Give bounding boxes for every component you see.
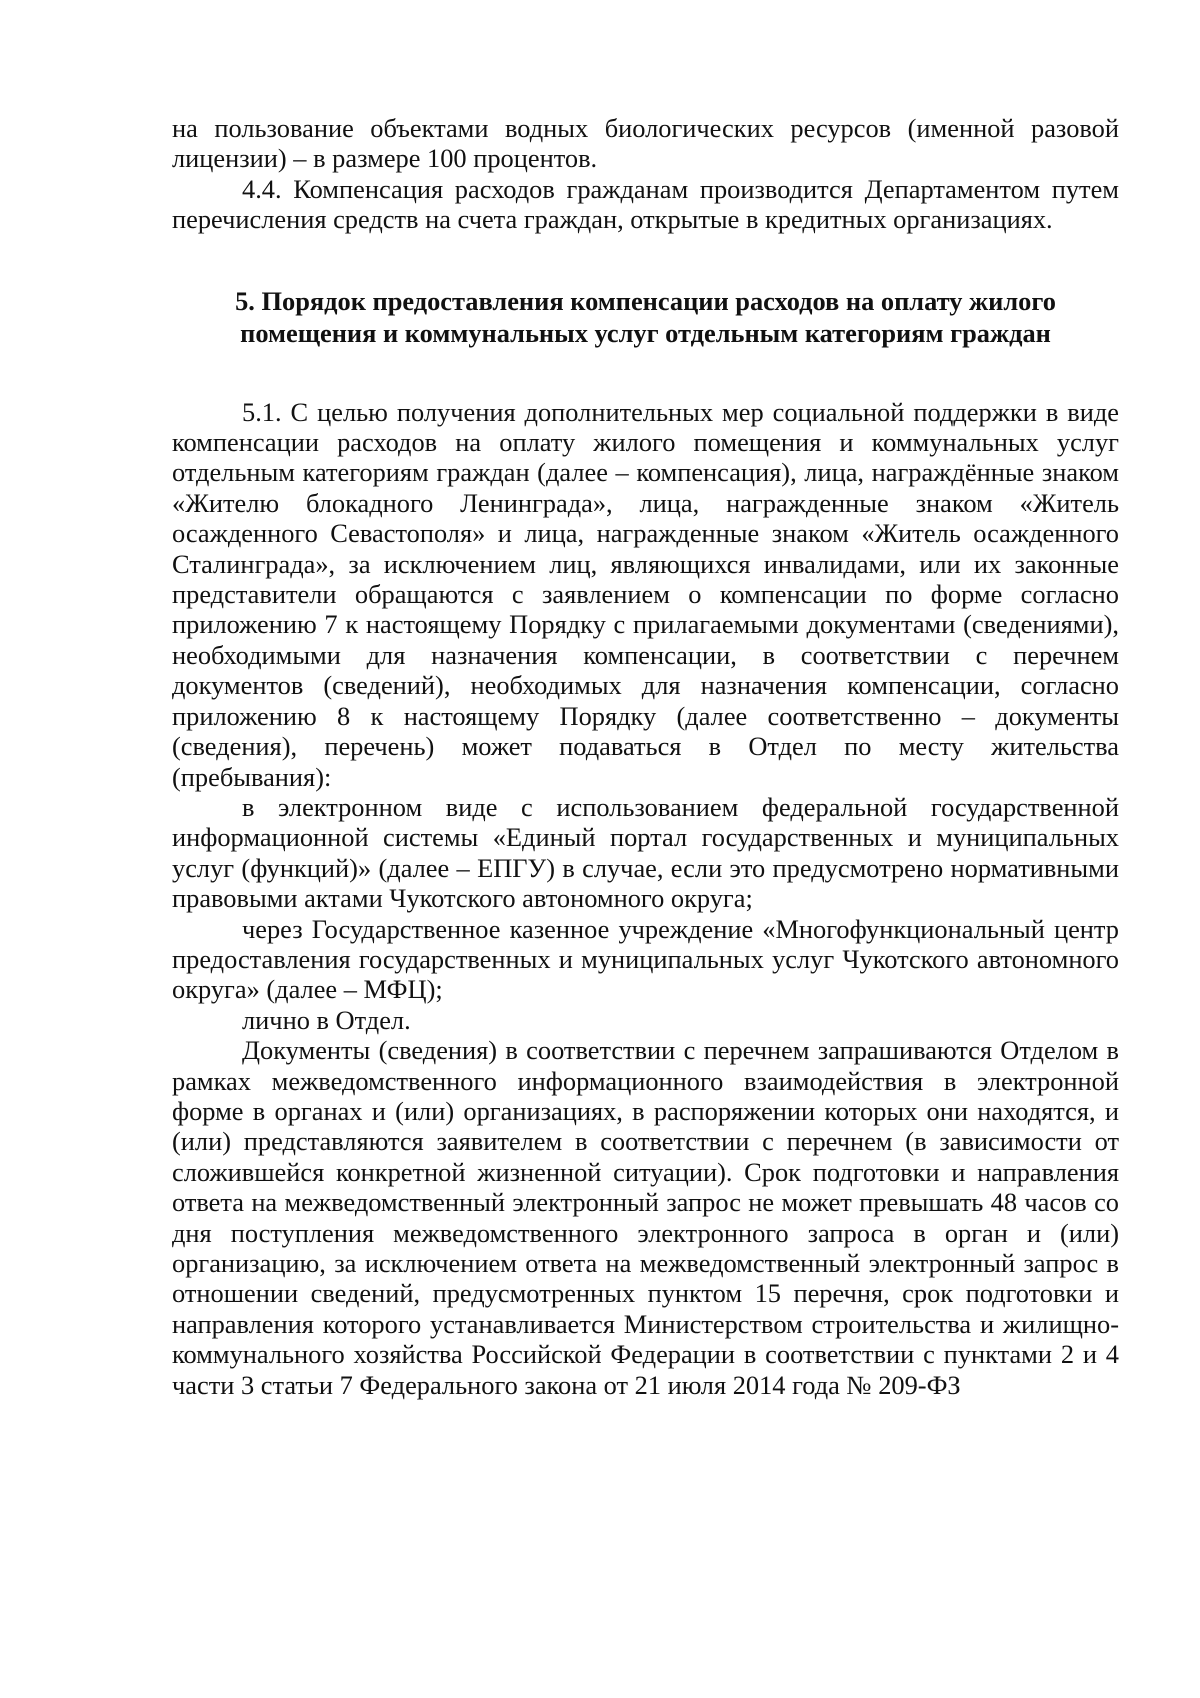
paragraph-documents-request: Документы (сведения) в соответствии с перечнем запрашиваются Отделом в рамках межведомственного информационного взаимодействия в электронной форме в органах и (или) организациях, в распоряжении которых они находятся, и (или) представляются заявителем в соответствии с перечнем (в зависимости от сложившейся конкретной жизненной ситуации). Срок подготовки и направления ответа на межведомственный электронный запрос не может превышать 48 часов со дня поступления межведомственного электронного запроса в орган и (или) организацию, за исключением ответа на межведомственный электронный запрос в отношении сведений, предусмотренных пунктом 15 перечня, срок подготовки и направления которого устанавливается Министерством строительства и жилищно-коммунального хозяйства Российской Федерации в соответствии с пунктами 2 и 4 части 3 статьи 7 Федерального закона от 21 июля 2014 года № 209-ФЗ <box>172 1035 1119 1400</box>
section-5-heading-line-2: помещения и коммунальных услуг отдельным категориям граждан <box>240 317 1051 348</box>
paragraph-in-person: лично в Отдел. <box>242 1004 411 1035</box>
paragraph-epgu: в электронном виде с использованием федеральной государственной информационной системы «Единый портал государственных и муниципальных услуг (функций)» (далее – ЕПГУ) в случае, если это предусмотрено нормативными правовыми актами Чукотского автономного округа; <box>172 791 1119 914</box>
paragraph-mfc: через Государственное казенное учреждение «Многофункциональный центр предоставления государственных и муниципальных услуг Чукотского автономного округа» (далее – МФЦ); <box>172 913 1119 1005</box>
section-5-heading-line-1: 5. Порядок предоставления компенсации расходов на оплату жилого <box>235 285 1056 316</box>
document-page <box>172 113 1119 1400</box>
paragraph-4-4: 4.4. Компенсация расходов гражданам производится Департаментом путем перечисления средств на счета граждан, открытые в кредитных организациях. <box>172 173 1119 235</box>
paragraph-license-continuation: на пользование объектами водных биологических ресурсов (именной разовой лицензии) – в размере 100 процентов. <box>172 113 1119 174</box>
paragraph-5-1: 5.1. С целью получения дополнительных мер социальной поддержки в виде компенсации расходов на оплату жилого помещения и коммунальных услуг отдельным категориям граждан (далее – компенсация), лица, награждённые знаком «Жителю блокадного Ленинграда», лица, награжденные знаком «Житель осажденного Севастополя» и лица, награжденные знаком «Житель осажденного Сталинграда», за исключением лиц, являющихся инвалидами, или их законные представители обращаются с заявлением о компенсации по форме согласно приложению 7 к настоящему Порядку с прилагаемыми документами (сведениями), необходимыми для назначения компенсации, в соответствии с перечнем документов (сведений), необходимых для назначения компенсации, согласно приложению 8 к настоящему Порядку (далее соответственно – документы (сведения), перечень) может подаваться в Отдел по месту жительства (пребывания): <box>172 396 1119 792</box>
section-5-heading <box>172 285 1119 349</box>
